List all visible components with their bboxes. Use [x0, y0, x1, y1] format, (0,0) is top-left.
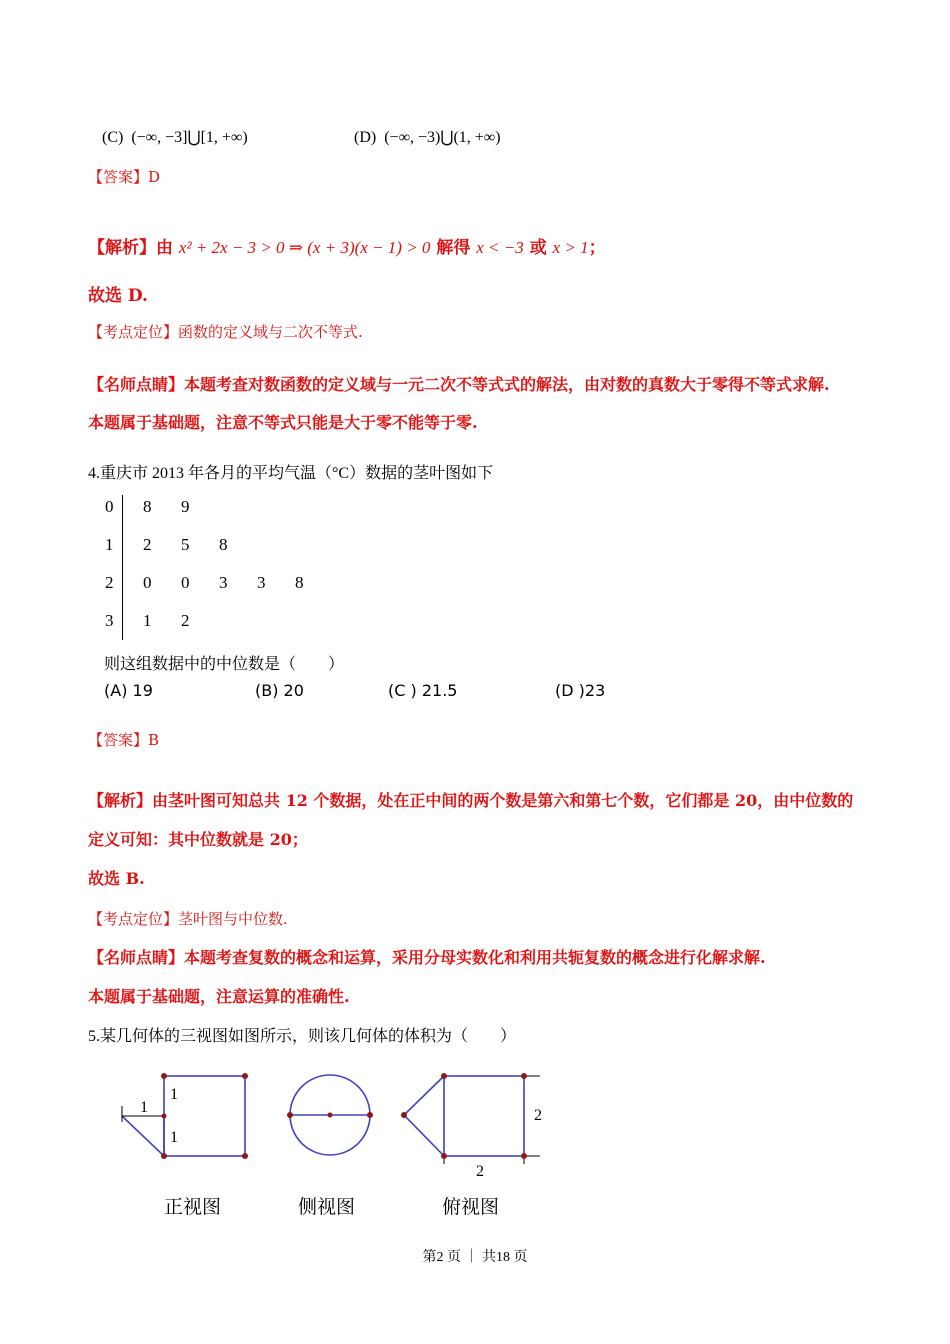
question-4-stem: 4.重庆市 2013 年各月的平均气温（°C）数据的茎叶图如下 [88, 465, 494, 482]
page-footer: 第2 页 ｜ 共18 页 [422, 1250, 528, 1265]
mingshi-tag: 【名师点睛】 [88, 375, 185, 394]
front-label-top: 1 [170, 1086, 178, 1103]
analysis-or: 或 [529, 238, 547, 258]
option-c [102, 127, 248, 147]
stem-value: 2 [105, 573, 114, 592]
top-view-dots [401, 1073, 527, 1159]
leaf-value: 0 [181, 573, 190, 592]
option-d-q4: (D )23 [555, 681, 606, 700]
watermark [434, 264, 456, 300]
front-view-caption: 正视图 [164, 1196, 222, 1218]
analysis-tag: 【解析】 [88, 238, 156, 258]
kaodian-line [88, 321, 363, 342]
stem-leaf-plot [95, 495, 355, 645]
conclusion-q4: 故选 B. [88, 869, 145, 888]
leaf-value: 0 [143, 573, 152, 592]
answer-tag: 【答案】 [88, 168, 149, 186]
kaodian-text-q4: 茎叶图与中位数. [178, 910, 288, 928]
analysis-line-q4-2: 定义可知：其中位数就是 20； [88, 830, 308, 849]
analysis-sol2: x > 1 [552, 238, 589, 257]
side-view-caption: 侧视图 [298, 1196, 356, 1218]
conclusion: 故选 D. [88, 286, 148, 306]
kaodian-tag: 【考点定位】 [88, 323, 179, 341]
question-5-stem: 5.某几何体的三视图如图所示，则该几何体的体积为（ ） [88, 1028, 517, 1045]
analysis-end: ； [588, 238, 606, 258]
mingshi-text-1: 本题考查对数函数的定义域与一元二次不等式式的解法，由对数的真数大于零得不等式求解. [184, 375, 830, 394]
leaf-value: 8 [219, 535, 228, 554]
option-d-text: (−∞, −3)⋃(1, +∞) [384, 129, 501, 146]
leaf-value: 3 [257, 573, 266, 592]
analysis-mid: 解得 [436, 238, 471, 258]
leaf-value: 2 [181, 611, 190, 630]
option-c-label: (C) [102, 129, 124, 146]
analysis-math: x² + 2x − 3 > 0 ⇒ (x + 3)(x − 1) > 0 [178, 238, 431, 257]
front-label-bottom: 1 [170, 1129, 178, 1146]
analysis-sol1: x < −3 [476, 238, 524, 257]
option-a: (A) 19 [104, 681, 153, 700]
leaf-value: 8 [295, 573, 304, 592]
leaf-value: 8 [143, 497, 152, 516]
mingshi-line-2: 本题属于基础题，注意不等式只能是大于零不能等于零. [88, 413, 478, 432]
answer-line [88, 166, 160, 187]
answer-line-q4 [88, 729, 159, 750]
leaf-value: 3 [219, 573, 228, 592]
top-view [404, 1076, 540, 1164]
option-c-q4: (C ) 21.5 [388, 681, 458, 700]
analysis-text-q4-1: 由茎叶图可知总共 12 个数据，处在正中间的两个数是第六和第七个数，它们都是 20，由中位数的 [152, 791, 854, 810]
option-d-label: (D) [354, 129, 377, 146]
top-label-bottom: 2 [476, 1163, 484, 1180]
option-c-text: (−∞, −3]⋃[1, +∞) [131, 129, 248, 146]
mingshi-tag-q4: 【名师点睛】 [88, 948, 185, 967]
leaf-value: 2 [143, 535, 152, 554]
mingshi-line-q4-1 [88, 945, 766, 968]
kaodian-text: 函数的定义域与二次不等式. [178, 323, 363, 341]
leaf-value: 1 [143, 611, 152, 630]
answer-value: D [148, 168, 161, 186]
answer-tag-q4: 【答案】 [88, 731, 149, 749]
leaf-value: 5 [181, 535, 190, 554]
kaodian-tag-q4: 【考点定位】 [88, 910, 179, 928]
stem-value: 1 [105, 535, 114, 554]
option-d [354, 127, 501, 147]
stem-value: 0 [105, 497, 114, 516]
top-label-right: 2 [534, 1107, 542, 1124]
top-view-caption: 俯视图 [442, 1196, 500, 1218]
mingshi-text-q4-1: 本题考查复数的概念和运算，采用分母实数化和利用共轭复数的概念进行化解求解. [184, 948, 766, 967]
front-label-1: 1 [140, 1099, 148, 1116]
analysis-tag-q4: 【解析】 [88, 791, 153, 810]
kaodian-line-q4 [88, 908, 288, 929]
analysis-prefix: 由 [156, 238, 173, 258]
analysis-line-q4-1 [88, 788, 853, 811]
leaf-value: 9 [181, 497, 190, 516]
question-4-prompt: 则这组数据中的中位数是（ ） [104, 656, 345, 673]
analysis-line [88, 233, 606, 258]
answer-value-q4: B [148, 731, 160, 749]
mingshi-line-1 [88, 372, 830, 395]
option-b: (B) 20 [255, 681, 304, 700]
mingshi-line-q4-2: 本题属于基础题，注意运算的准确性. [88, 987, 350, 1006]
stem-value: 3 [105, 611, 114, 630]
front-view [122, 1076, 245, 1156]
stem-divider [122, 495, 123, 640]
